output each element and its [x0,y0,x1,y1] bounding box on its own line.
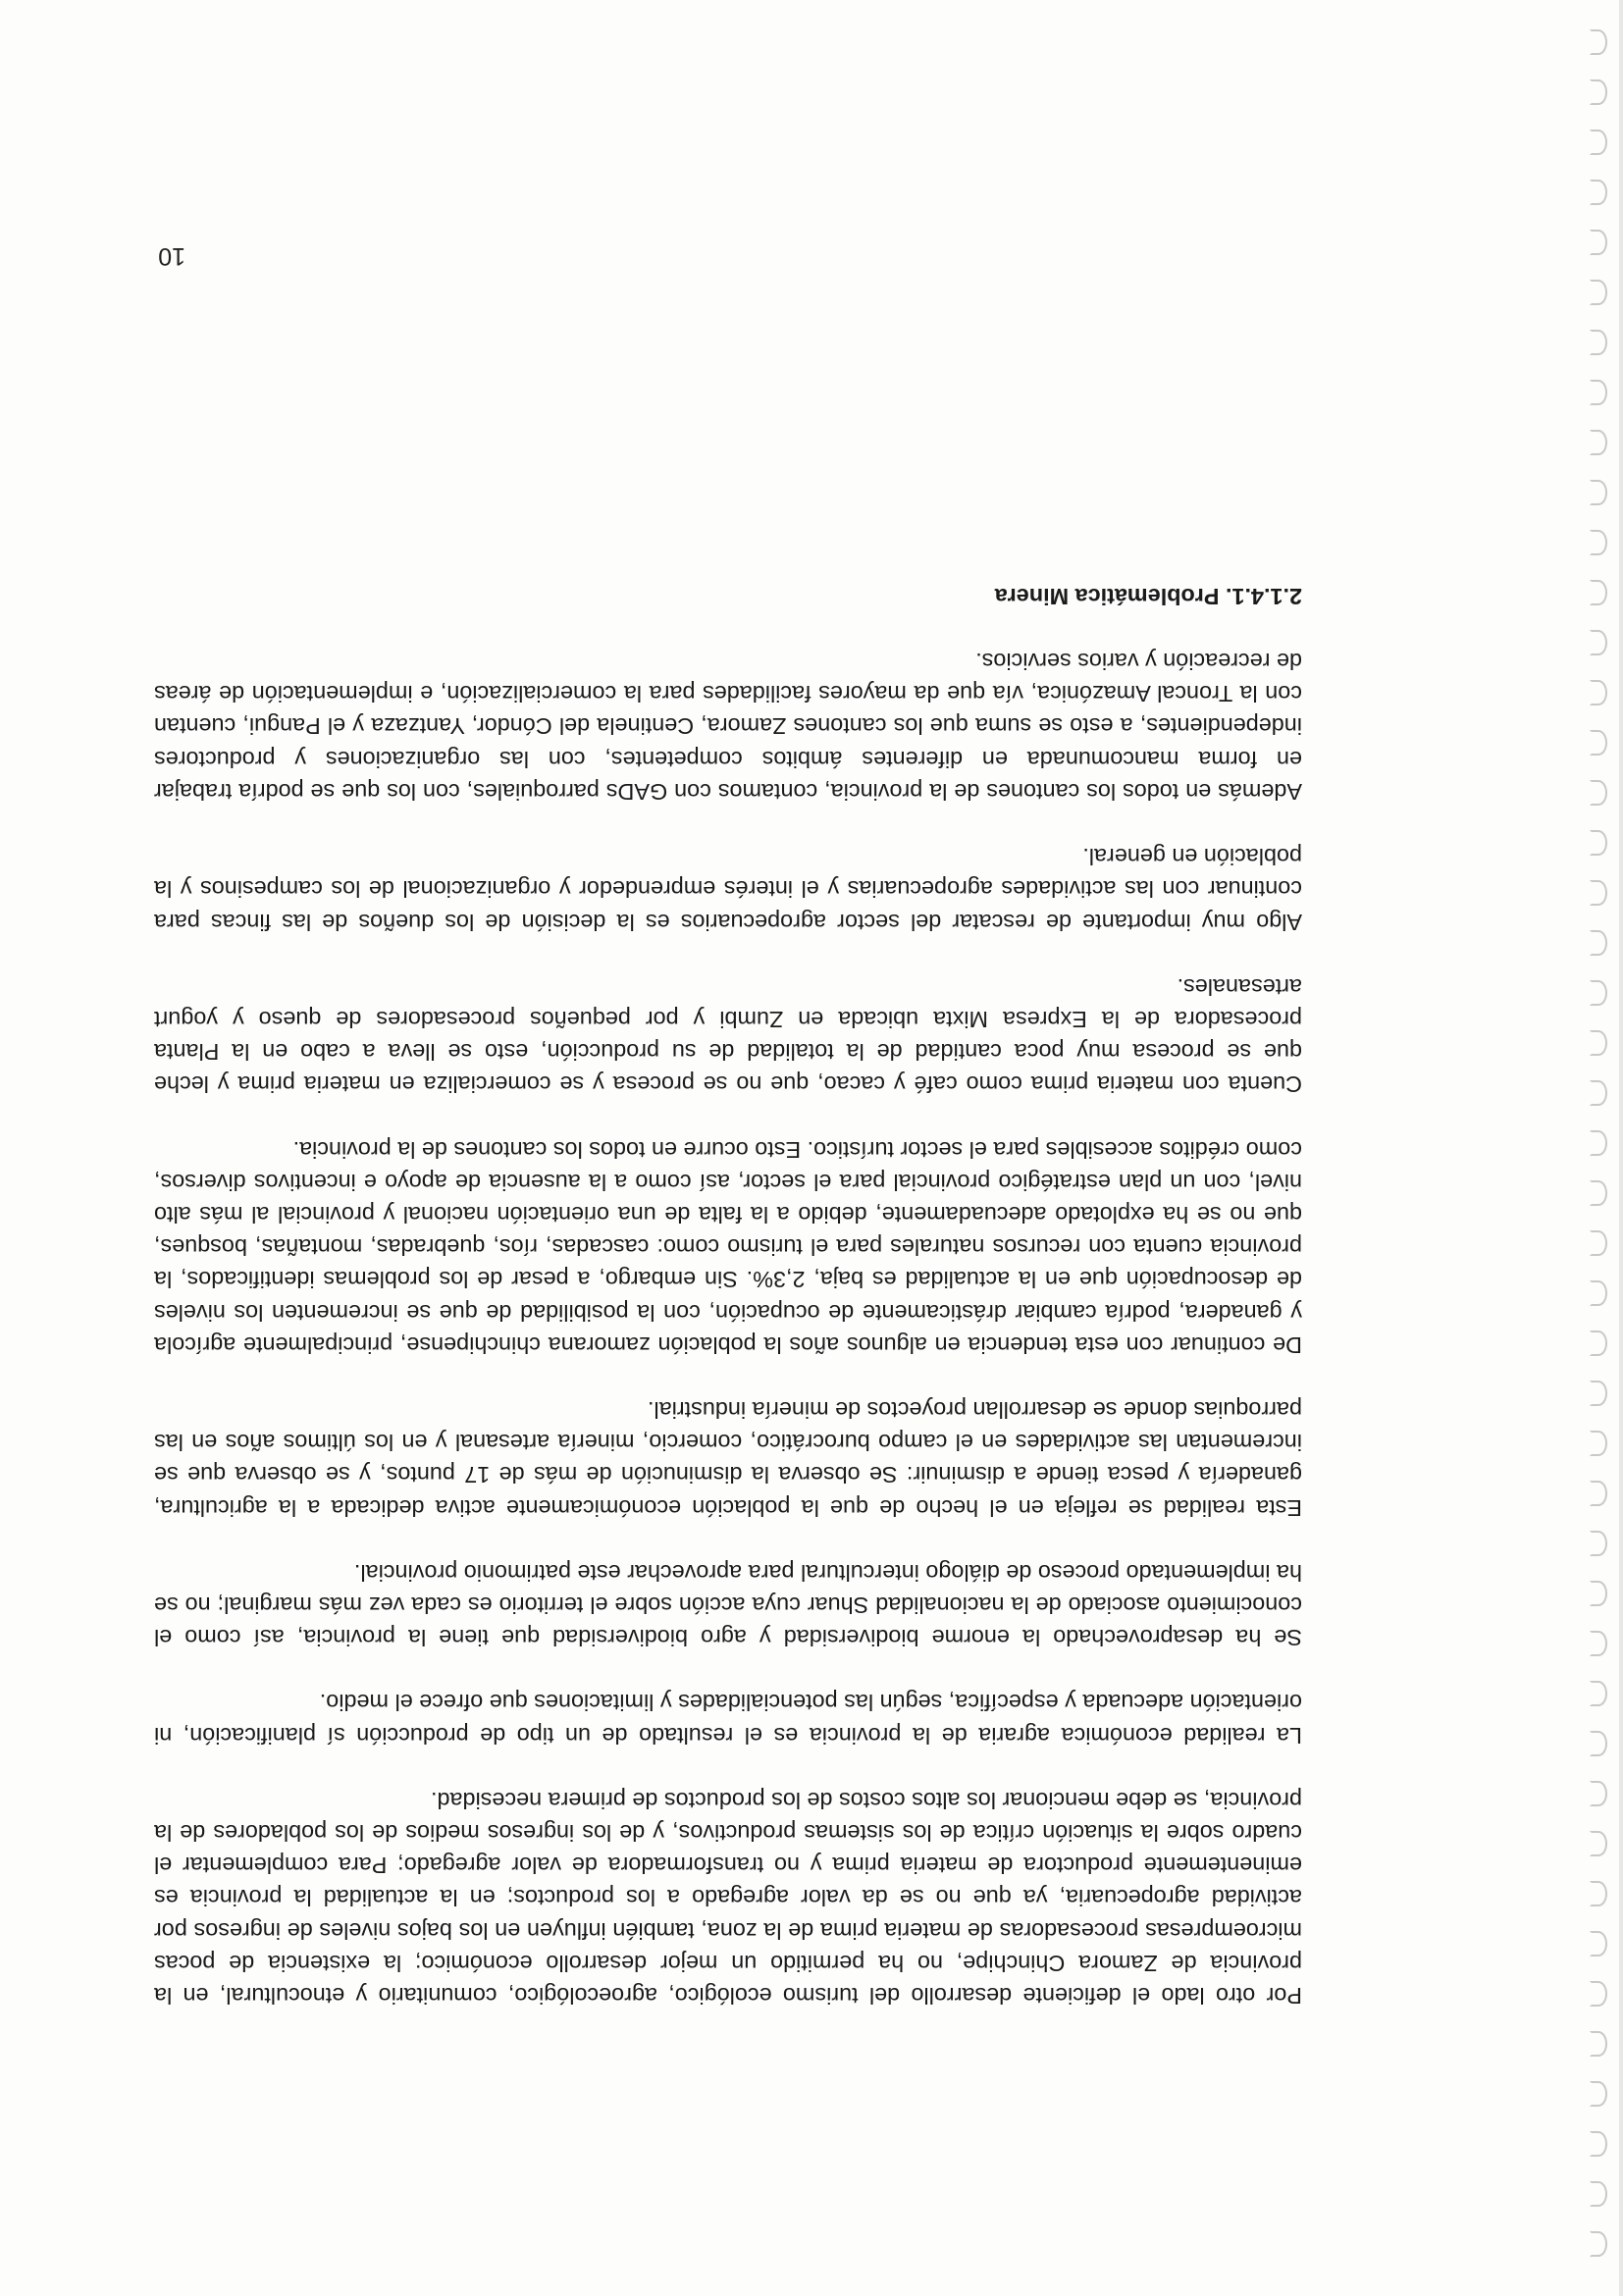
paragraph-poblacion-activa: Esta realidad se refleja en el hecho de que la población económicamente activa dedicada a la agricultura, ganadería y pesca tiende a disminuir: Se observa la disminución de más de 17 puntos, y se observa que se incrementan las actividades en el campo burocrático, comercio, minería artesanal y en los últimos años en las parroquias donde se desarrollan proyectos de minería industrial. [154,1396,1302,1521]
paragraph-sector-agropecuario: Algo muy importante de rescatar del sector agropecuarios es la decisión de los dueños de las fincas para continuar con las actividades agropecuarias y el interés emprendedor y organizacional de los campesinos y la población en general. [154,844,1302,935]
binding-hole [1590,480,1607,505]
binding-hole [1590,1981,1607,2007]
binding-hole [1590,530,1607,555]
binding-hole [1590,1481,1607,1506]
binding-hole [1590,1681,1607,1706]
binding-hole [1590,2081,1607,2107]
binding-hole [1590,780,1607,806]
binding-hole [1590,1881,1607,1906]
binding-hole [1590,630,1607,655]
binding-hole [1590,1130,1607,1156]
binding-hole [1590,1180,1607,1206]
binding-hole [1590,1631,1607,1656]
binding-hole [1590,880,1607,906]
binding-hole [1590,1030,1607,1056]
binding-hole [1590,1280,1607,1306]
page-number: 10 [158,242,185,270]
paragraph-realidad-economica: La realidad económica agraria de la provincia es el resultado de un tipo de producción sí planificación, ni orientación adecuada y específica, según las potencialidades y limitaciones que ofrece el medio. [154,1690,1302,1748]
binding-hole [1590,730,1607,756]
binding-hole [1590,580,1607,605]
spiral-binding [1578,0,1613,2296]
binding-hole [1590,430,1607,455]
paragraph-biodiversidad: Se ha desaprovechado la enorme biodiversidad y agro biodiversidad que tiene la provincia, así como el conocimiento asociado de la nacionalidad Shuar cuya acción sobre el territorio es cada vez más marginal; no se ha implementado proceso de diálogo intercultural para aprovechar este patrimonio provincial. [154,1559,1302,1651]
binding-hole [1590,130,1607,155]
binding-hole [1590,1230,1607,1256]
binding-hole [1590,1381,1607,1406]
binding-hole [1590,1781,1607,1806]
binding-hole [1590,1531,1607,1556]
section-heading: 2.1.4.1. Problemática Minera [994,583,1302,609]
paragraph-gads: Además en todos los cantones de la provincia, contamos con GADs parroquiales, con los que se podría trabajar en forma mancomunada en diferentes ámbitos competentes, con las organizaciones y productores independientes, a esto se suma que los cantones Zamora, Centinela del Cóndor, Yantzaza y el Pangui, cuentan con la Troncal Amazónica, vía que da mayores facilidades para la comercialización, e implementación de áreas de recreación y varios servicios. [154,649,1302,805]
binding-hole [1590,180,1607,205]
binding-hole [1590,1080,1607,1106]
binding-hole [1590,1831,1607,1856]
binding-hole [1590,2131,1607,2157]
document-body [154,580,1302,2011]
binding-hole [1590,830,1607,856]
binding-hole [1590,2231,1607,2257]
binding-hole [1590,930,1607,956]
binding-hole [1590,330,1607,355]
scan-edge [1619,0,1623,2296]
paragraph-tendencia: De continuar con esta tendencia en algunos años la población zamorana chinchipense, principalmente agrícola y ganadera, podría cambiar drásticamente de ocupación, con la posibilidad de que se incrementen los niveles de desocupación que en la actualidad es baja, 2,3%. Sin embargo, a pesar de los problemas identificados, la provincia cuenta con recursos naturales para el turismo como: cascadas, ríos, quebradas, montañas, bosques, que no se ha explotado adecuadamente, debido a la falta de una orientación nacional y provincial al más alto nivel, con un plan estratégico provincial para el sector, así como a la ausencia de apoyo e incentivos diversos, como créditos accesibles para el sector turístico. Esto ocurre en todos los cantones de la provincia. [154,1136,1302,1358]
binding-hole [1590,1431,1607,1456]
binding-hole [1590,280,1607,305]
binding-hole [1590,1581,1607,1606]
binding-hole [1590,1331,1607,1356]
binding-hole [1590,2181,1607,2207]
binding-hole [1590,680,1607,705]
binding-hole [1590,2031,1607,2057]
paragraph-turismo: Por otro lado el deficiente desarrollo del turismo ecológico, agroecológico, comunitario y etnocultural, en la provincia de Zamora Chinchipe, no ha permitido un mejor desarrollo económico; la existencia de pocas microempresas procesadoras de materia prima de la zona, también influyen en los bajos niveles de ingresos por actividad agropecuaria, ya que no se da valor agregado a los productos; en la actualidad la provincia es eminentemente productora de materia prima y no transformadora de valor agregado; Para complementar el cuadro sobre la situación crítica de los sistemas productivos, y de los ingresos medios de los pobladores de la provincia, se debe mencionar los altos costos de los productos de primera necesidad. [154,1787,1302,2009]
paragraph-materia-prima: Cuenta con materia prima como café y cacao, que no se procesa y se comercializa en materia prima y leche que se procesa muy poca cantidad de la totalidad de su producción, esto se lleva a cabo en la Planta procesadora de la Expresa Mixta ubicada en Zumbi y por pequeños procesadores de queso y yogurt artesanales. [154,973,1302,1098]
binding-hole [1590,230,1607,255]
binding-hole [1590,79,1607,105]
binding-hole [1590,980,1607,1006]
binding-hole [1590,1731,1607,1756]
binding-hole [1590,1931,1607,1957]
binding-hole [1590,380,1607,405]
binding-hole [1590,29,1607,55]
